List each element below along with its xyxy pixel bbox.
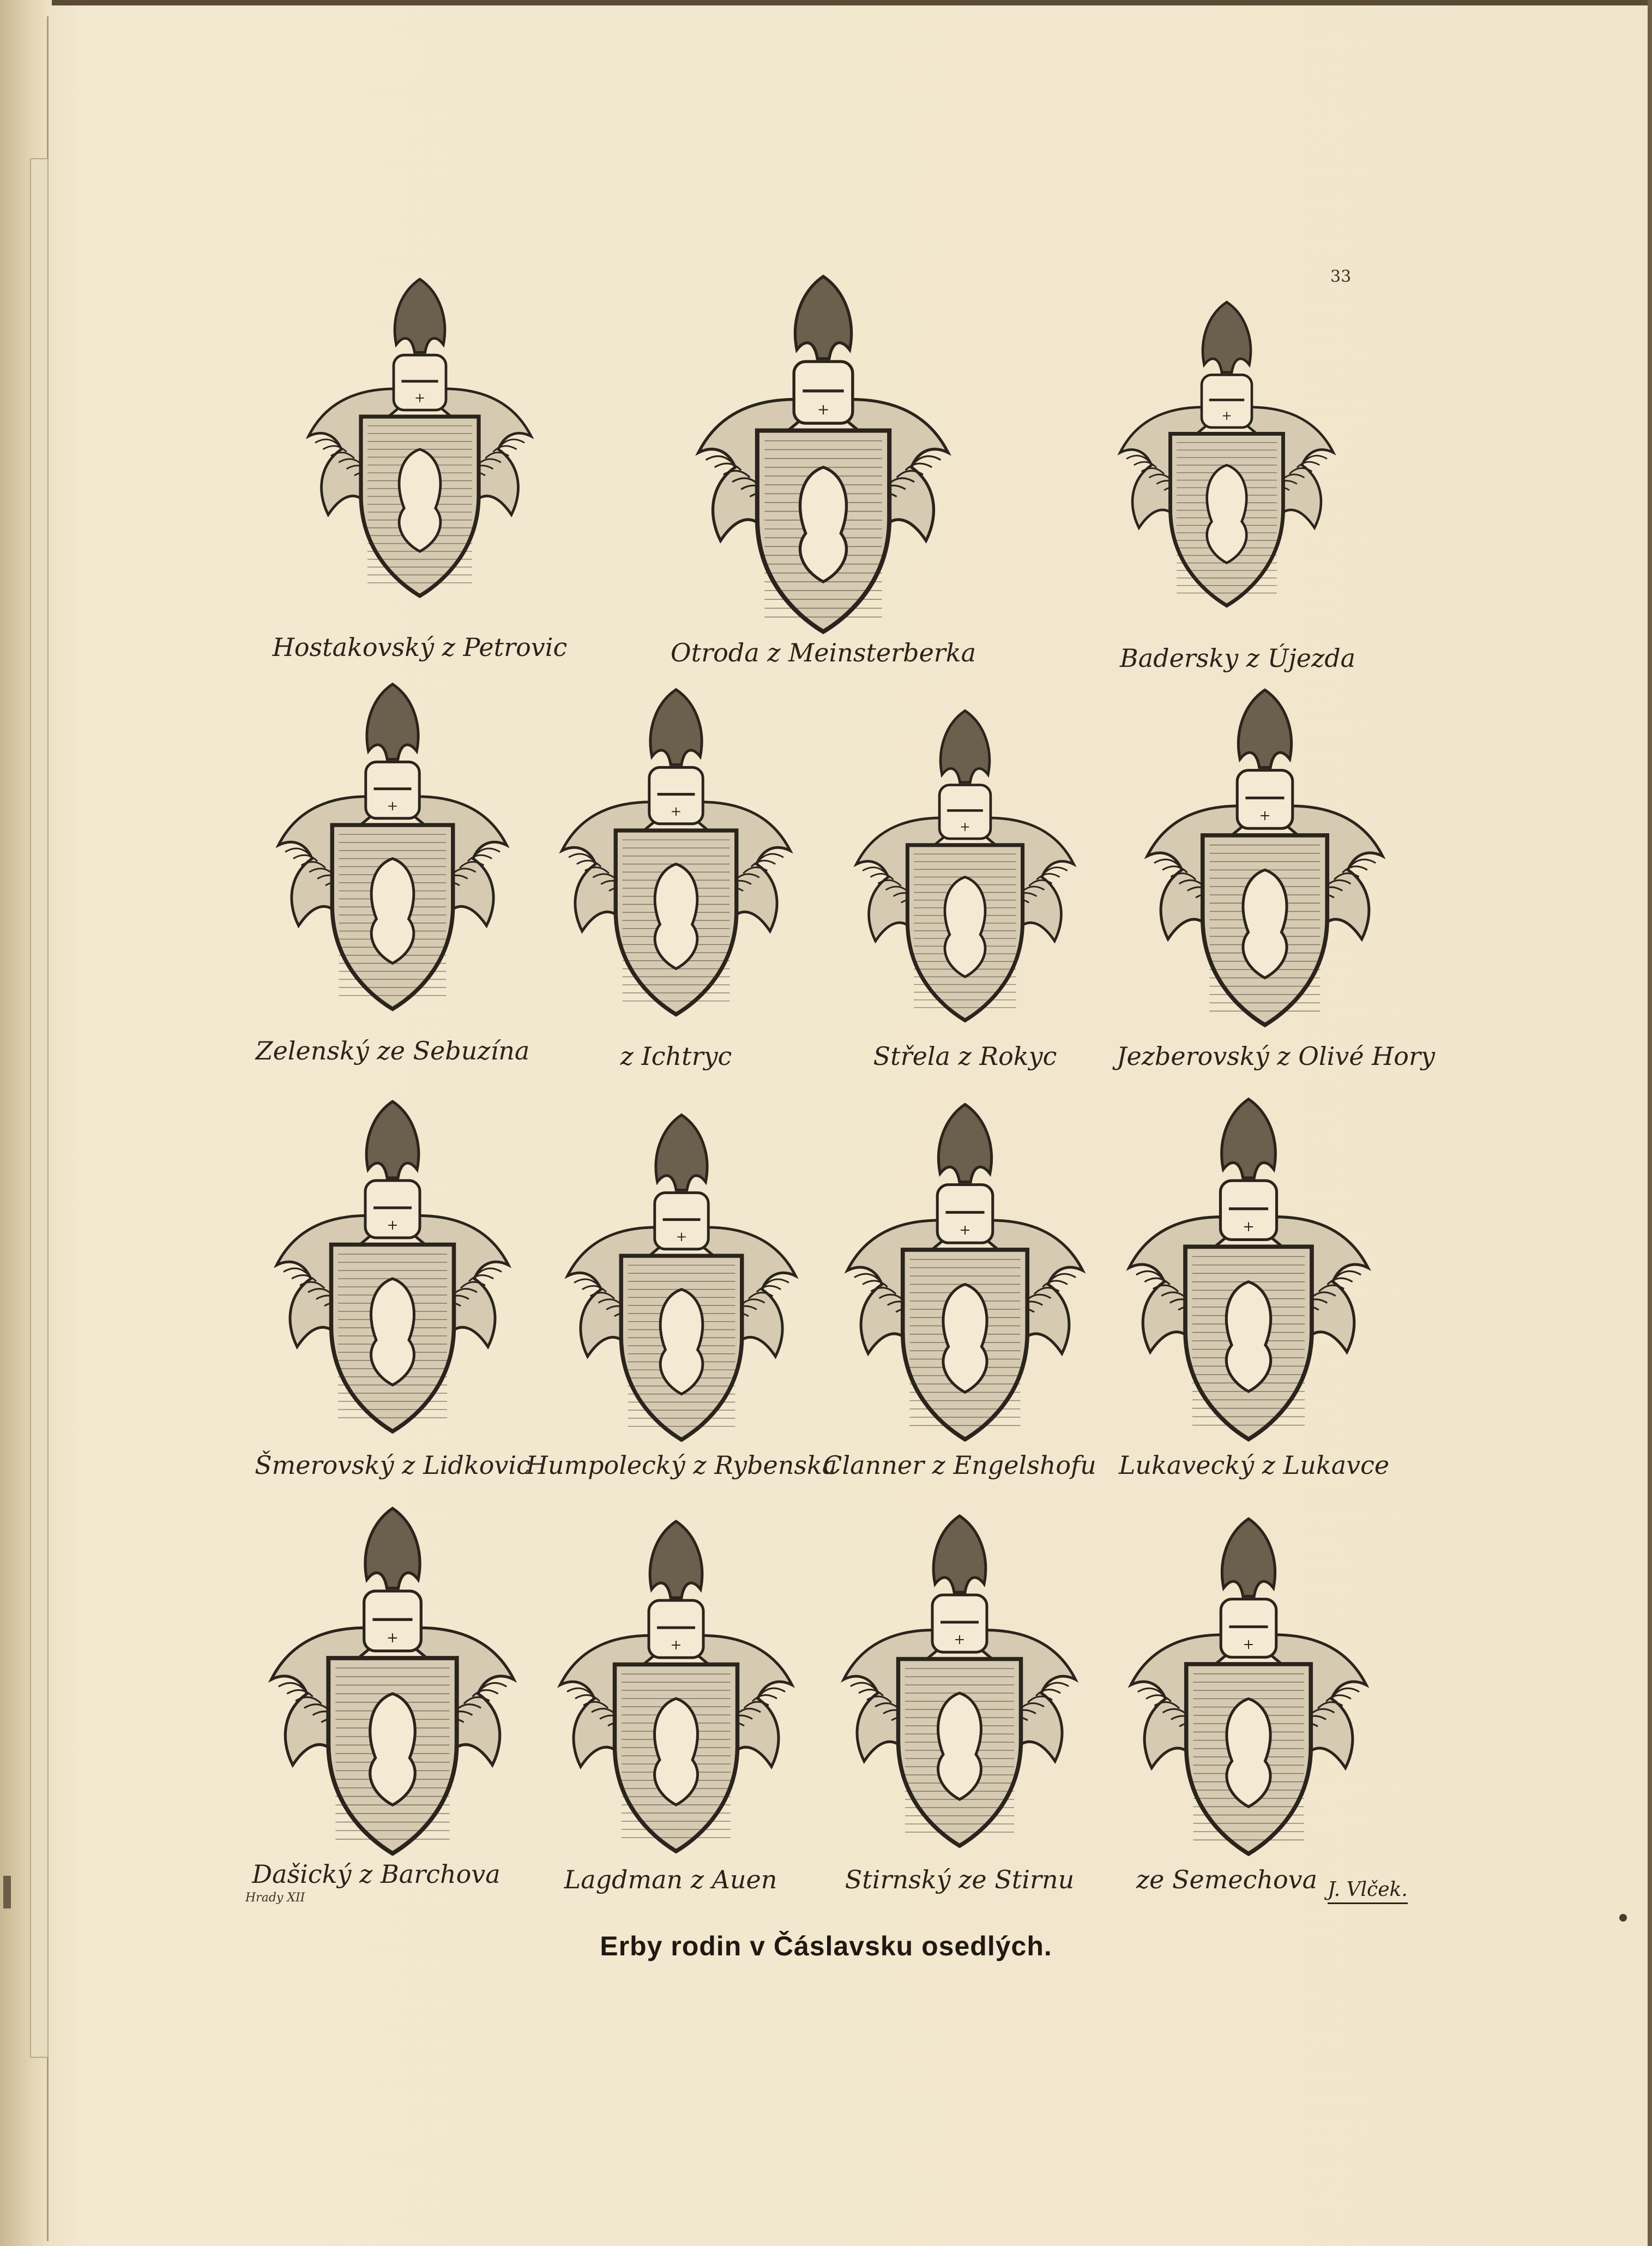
unicorn-icon xyxy=(371,1279,414,1385)
unicorn-icon xyxy=(366,1101,419,1178)
rooster-icon xyxy=(365,1508,420,1588)
helmet-cross: + xyxy=(676,1229,688,1244)
coat-of-arms-6 xyxy=(823,698,1107,1031)
triple-helm-icon xyxy=(795,276,852,359)
crest-engraving xyxy=(823,1091,1107,1450)
crest-engraving xyxy=(256,671,529,1020)
crest-engraving xyxy=(245,1494,540,1865)
lion-sword-icon xyxy=(1238,690,1291,767)
caption-8: Šmerovský z Lidkovic xyxy=(255,1450,530,1480)
per-chevron-stones-icon xyxy=(655,864,697,969)
crest-engraving xyxy=(540,676,812,1025)
page-top-edge xyxy=(0,0,1652,5)
sun-face-icon xyxy=(1207,465,1247,563)
crest-engraving xyxy=(1123,676,1407,1036)
caption-10: Clanner z Engelshofu xyxy=(823,1450,1096,1480)
crest-engraving xyxy=(540,1101,823,1450)
crest-engraving xyxy=(638,262,1009,643)
coat-of-arms-10 xyxy=(823,1091,1107,1450)
ink-speck xyxy=(1619,1914,1627,1922)
helmet-cross: + xyxy=(1243,1636,1255,1652)
crest-engraving xyxy=(1101,1505,1396,1865)
crest-engraving xyxy=(1101,278,1352,627)
moor-figure-icon xyxy=(938,1104,991,1182)
caption-12: Dašický z Barchova xyxy=(252,1859,501,1889)
helmet-cross: + xyxy=(959,1221,971,1238)
arrow-bend-icon xyxy=(943,1284,987,1392)
eagle-icon xyxy=(367,684,418,760)
quartered-eagles-checkered-icon xyxy=(800,467,847,582)
caption-1: Hostakovský z Petrovic xyxy=(272,633,568,662)
pale-icon xyxy=(945,877,985,977)
artist-signature: J. Vlček. xyxy=(1328,1878,1408,1901)
page-right-edge xyxy=(1648,0,1652,2246)
helmet-cross: + xyxy=(414,390,426,406)
coat-of-arms-4 xyxy=(256,671,529,1020)
caption-6: Střela z Rokyc xyxy=(873,1041,1057,1071)
coat-of-arms-12 xyxy=(245,1494,540,1865)
coat-of-arms-15 xyxy=(1101,1505,1396,1865)
crest-engraving xyxy=(823,1494,1096,1865)
coat-of-arms-13 xyxy=(540,1505,812,1865)
helmet-cross: + xyxy=(387,1630,399,1646)
lion-icon xyxy=(1243,870,1287,978)
eagle-quartered-icon xyxy=(655,1699,698,1805)
feather-plume-icon xyxy=(395,279,445,352)
caption-9: Humpolecký z Rybenska xyxy=(526,1450,837,1480)
helmet-cross: + xyxy=(387,1217,399,1233)
plate-title: Erby rodin v Čáslavsku osedlých. xyxy=(600,1931,1052,1961)
caption-14: Stirnský ze Stirnu xyxy=(845,1865,1075,1894)
coat-of-arms-2 xyxy=(638,262,1009,643)
crest-engraving xyxy=(256,1080,529,1450)
eagle-icon xyxy=(371,859,414,964)
helmet-cross: + xyxy=(1259,807,1271,823)
crest-engraving xyxy=(540,1505,812,1865)
page-number: 33 xyxy=(1330,267,1352,286)
helmet-cross: + xyxy=(960,819,970,834)
helmet-cross: + xyxy=(670,1637,682,1653)
caption-7: Jezberovský z Olivé Hory xyxy=(1117,1041,1435,1071)
caption-2: Otroda z Meinsterberka xyxy=(670,638,976,667)
star-plume-icon xyxy=(933,1516,986,1592)
helmet-cross: + xyxy=(817,401,830,418)
binding-strip xyxy=(30,158,49,2058)
coat-of-arms-3 xyxy=(1101,278,1352,627)
crest-engraving xyxy=(823,698,1107,1031)
crest-engraving xyxy=(289,262,551,611)
caption-13: Lagdman z Auen xyxy=(564,1865,777,1894)
coat-of-arms-7 xyxy=(1123,676,1407,1036)
coat-of-arms-5 xyxy=(540,676,812,1025)
coat-of-arms-14 xyxy=(823,1494,1096,1865)
star-crescent-icon xyxy=(938,1693,981,1799)
caption-15: ze Semechova xyxy=(1136,1865,1318,1894)
mermaid-icon xyxy=(1226,1282,1270,1392)
helmet-cross: + xyxy=(1243,1219,1255,1235)
coat-of-arms-1 xyxy=(289,262,551,611)
horse-head-icon xyxy=(656,1115,707,1190)
coat-of-arms-8 xyxy=(256,1080,529,1450)
helmet-cross: + xyxy=(387,798,399,814)
helmet-cross: + xyxy=(1221,409,1232,424)
crest-engraving xyxy=(1101,1085,1396,1450)
horns-icon xyxy=(650,690,702,765)
coat-of-arms-9 xyxy=(540,1101,823,1450)
helmet-cross: + xyxy=(670,803,682,819)
bird-icon xyxy=(1203,302,1251,372)
horse-head-icon xyxy=(399,449,441,551)
caption-3: Badersky z Újezda xyxy=(1119,643,1356,673)
rooster-icon xyxy=(370,1694,415,1805)
eagle-icon xyxy=(650,1521,702,1598)
mermaid-icon xyxy=(1222,1099,1275,1178)
caption-5: z Ichtryc xyxy=(620,1041,732,1071)
caption-4: Zelenský ze Sebuzína xyxy=(255,1036,530,1065)
coat-of-arms-11 xyxy=(1101,1085,1396,1450)
artist-note-1: Hrady XII xyxy=(245,1891,305,1905)
man-figure-icon xyxy=(1227,1699,1270,1807)
feathers-icon xyxy=(940,710,990,782)
caption-11: Lukavecký z Lukavce xyxy=(1118,1450,1390,1480)
horse-head-icon xyxy=(660,1290,703,1394)
man-trident-icon xyxy=(1222,1519,1275,1596)
binding-mark xyxy=(3,1876,11,1908)
helmet-cross: + xyxy=(954,1631,966,1647)
